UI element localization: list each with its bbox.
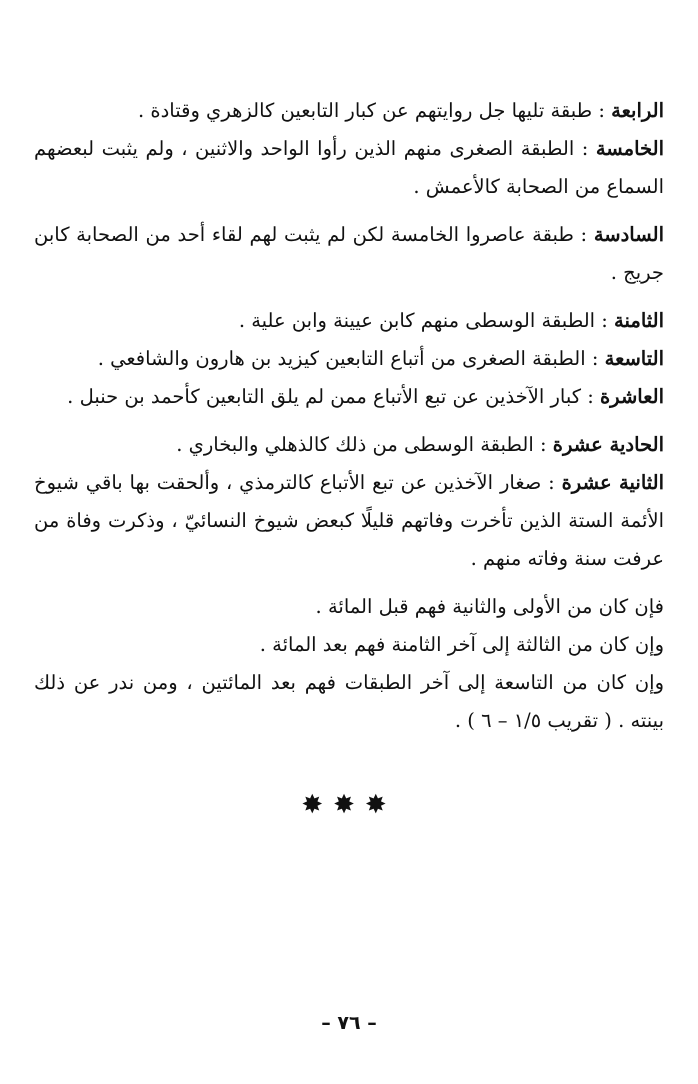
section-divider-stars: ✸✸✸ bbox=[301, 790, 397, 820]
paragraph-text: وإن كان من التاسعة إلى آخر الطبقات فهم بعد المائتين ، ومن ندر عن ذلك بينته . ( تقريب ١/٥ – ٦ ) . bbox=[34, 671, 664, 732]
paragraph-text: : طبقة تليها جل روايتهم عن كبار التابعين كالزهري وقتادة . bbox=[138, 99, 612, 122]
paragraph-eighth-tier bbox=[34, 302, 664, 340]
paragraph-eleventh-tier bbox=[34, 426, 664, 464]
paragraph-heading: التاسعة bbox=[604, 347, 664, 370]
paragraph-tenth-tier bbox=[34, 378, 664, 416]
paragraph-heading: الثانية عشرة bbox=[561, 471, 665, 494]
paragraph-twelfth-tier bbox=[34, 464, 664, 578]
paragraph-text: : صغار الآخذين عن تبع الأتباع كالترمذي ، وألحقت بها باقي شيوخ الأئمة الستة الذين تأخرت وفاتهم قليلًا كبعض شيوخ النسائيّ ، وذكرت وفاة من عرفت سنة وفاته منهم . bbox=[34, 471, 664, 570]
paragraph-text: : الطبقة الوسطى منهم كابن عيينة وابن علية . bbox=[238, 309, 615, 332]
paragraph-heading: الثامنة bbox=[614, 309, 664, 332]
paragraph-heading: الرابعة bbox=[611, 99, 664, 122]
paragraph-heading: الحادية عشرة bbox=[552, 433, 664, 456]
paragraph-fourth-tier bbox=[34, 92, 664, 130]
paragraph-after-hundred bbox=[34, 626, 664, 664]
paragraph-fifth-tier bbox=[34, 130, 664, 206]
paragraph-sixth-tier bbox=[34, 216, 664, 292]
paragraph-text: : كبار الآخذين عن تبع الأتباع ممن لم يلق التابعين كأحمد بن حنبل . bbox=[67, 385, 600, 408]
paragraph-text: : الطبقة الوسطى من ذلك كالذهلي والبخاري . bbox=[176, 433, 553, 456]
paragraph-heading: السادسة bbox=[593, 223, 664, 246]
paragraph-heading: العاشرة bbox=[599, 385, 664, 408]
paragraph-text: وإن كان من الثالثة إلى آخر الثامنة فهم بعد المائة . bbox=[259, 633, 664, 656]
document-body bbox=[34, 92, 664, 740]
paragraph-text: : الطبقة الصغرى من أتباع التابعين كيزيد بن هارون والشافعي . bbox=[97, 347, 605, 370]
paragraph-ninth-tier bbox=[34, 340, 664, 378]
paragraph-text: : الطبقة الصغرى منهم الذين رأوا الواحد والاثنين ، ولم يثبت لبعضهم السماع من الصحابة كالأعمش . bbox=[34, 137, 664, 198]
paragraph-text: : طبقة عاصروا الخامسة لكن لم يثبت لهم لقاء أحد من الصحابة كابن جريج . bbox=[34, 223, 664, 284]
page-number: – ٧٦ – bbox=[321, 1012, 377, 1034]
paragraph-after-two-hundred bbox=[34, 664, 664, 740]
paragraph-heading: الخامسة bbox=[595, 137, 664, 160]
paragraph-before-hundred bbox=[34, 588, 664, 626]
paragraph-text: فإن كان من الأولى والثانية فهم قبل المائة . bbox=[315, 595, 664, 618]
